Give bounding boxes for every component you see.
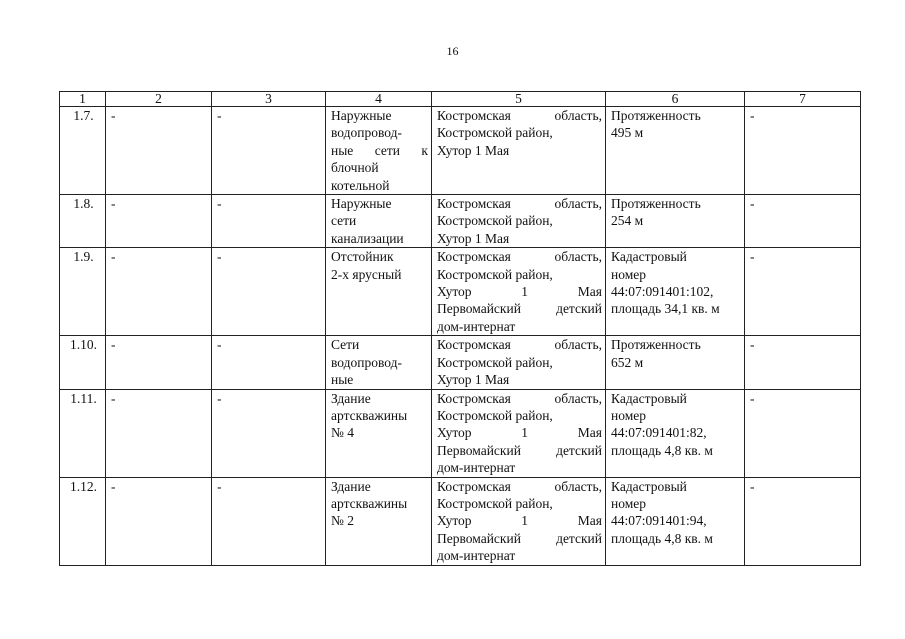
address-cell bbox=[432, 248, 606, 336]
column-3-value: - bbox=[217, 390, 222, 406]
column-7-cell bbox=[745, 107, 861, 195]
address-line: Первомайский детский bbox=[437, 530, 602, 546]
column-7-cell bbox=[745, 389, 861, 477]
column-3-value: - bbox=[217, 108, 222, 123]
column-header: 2 bbox=[106, 92, 212, 107]
info-line: 652 м bbox=[611, 354, 644, 370]
column-3-cell bbox=[212, 195, 326, 248]
column-7-cell bbox=[745, 195, 861, 248]
address-line: дом-интернат bbox=[437, 460, 516, 476]
address-line: Хутор 1 Мая bbox=[437, 513, 602, 529]
column-3-value: - bbox=[217, 249, 222, 265]
row-number: 1.8. bbox=[73, 196, 94, 212]
column-7-cell bbox=[745, 248, 861, 336]
object-name-line: 2-х ярусный bbox=[331, 266, 402, 282]
table-row bbox=[60, 107, 861, 195]
object-name-line: № 2 bbox=[331, 513, 355, 529]
address-line: Костромской район, bbox=[437, 354, 553, 370]
column-7-value: - bbox=[750, 390, 755, 406]
object-name-line: Здание bbox=[331, 478, 371, 494]
object-name-cell bbox=[326, 477, 432, 565]
table-row bbox=[60, 389, 861, 477]
column-2-value: - bbox=[111, 478, 116, 494]
object-name-line: сети bbox=[331, 213, 357, 229]
info-cell bbox=[606, 248, 745, 336]
column-2-cell bbox=[106, 477, 212, 565]
info-line: Кадастровый bbox=[611, 390, 687, 406]
address-line: Костромская область, bbox=[437, 478, 602, 494]
object-name-cell bbox=[326, 248, 432, 336]
row-number-cell bbox=[60, 107, 106, 195]
info-line: 44:07:091401:102, bbox=[611, 284, 714, 300]
column-2-value: - bbox=[111, 196, 116, 212]
column-2-cell bbox=[106, 195, 212, 248]
table-row bbox=[60, 248, 861, 336]
address-line: Первомайский детский bbox=[437, 301, 602, 317]
object-name-line: артскважины bbox=[331, 407, 408, 423]
address-line: Хутор 1 Мая bbox=[437, 284, 602, 300]
info-line: Кадастровый bbox=[611, 478, 687, 494]
address-line: Хутор 1 Мая bbox=[437, 425, 602, 441]
info-line: номер bbox=[611, 495, 647, 511]
column-2-value: - bbox=[111, 108, 116, 123]
info-line: 495 м bbox=[611, 125, 644, 141]
column-3-value: - bbox=[217, 478, 222, 494]
address-line: Костромской район, bbox=[437, 407, 553, 423]
column-header: 4 bbox=[326, 92, 432, 107]
column-2-value: - bbox=[111, 390, 116, 406]
info-line: площадь 4,8 кв. м bbox=[611, 530, 713, 546]
object-name-line: Здание bbox=[331, 390, 371, 406]
column-7-value: - bbox=[750, 478, 755, 494]
address-line: Костромская область, bbox=[437, 337, 602, 353]
info-cell bbox=[606, 107, 745, 195]
address-cell bbox=[432, 477, 606, 565]
address-cell bbox=[432, 389, 606, 477]
column-7-value: - bbox=[750, 108, 755, 123]
column-header: 3 bbox=[212, 92, 326, 107]
address-cell bbox=[432, 195, 606, 248]
row-number: 1.11. bbox=[70, 390, 97, 406]
column-2-cell bbox=[106, 107, 212, 195]
column-3-cell bbox=[212, 477, 326, 565]
object-name-line: канализации bbox=[331, 230, 404, 246]
column-3-value: - bbox=[217, 337, 222, 353]
info-line: Кадастровый bbox=[611, 249, 687, 265]
column-2-value: - bbox=[111, 249, 116, 265]
info-cell bbox=[606, 195, 745, 248]
object-name-line: водопровод- bbox=[331, 125, 402, 141]
column-2-cell bbox=[106, 248, 212, 336]
column-7-value: - bbox=[750, 196, 755, 212]
info-line: Протяженность bbox=[611, 337, 701, 353]
object-name-cell bbox=[326, 389, 432, 477]
info-cell bbox=[606, 389, 745, 477]
info-line: номер bbox=[611, 266, 647, 282]
object-name-line: ные bbox=[331, 372, 354, 388]
address-line: Костромской район, bbox=[437, 266, 553, 282]
column-7-value: - bbox=[750, 337, 755, 353]
table-row bbox=[60, 336, 861, 389]
object-name-line: котельной bbox=[331, 177, 390, 193]
column-7-value: - bbox=[750, 249, 755, 265]
table-row bbox=[60, 477, 861, 565]
object-name-line: Наружные bbox=[331, 108, 392, 123]
info-line: 44:07:091401:82, bbox=[611, 425, 707, 441]
info-line: номер bbox=[611, 407, 647, 423]
row-number-cell bbox=[60, 477, 106, 565]
info-line: площадь 4,8 кв. м bbox=[611, 442, 713, 458]
info-line: Протяженность bbox=[611, 108, 701, 123]
column-3-cell bbox=[212, 336, 326, 389]
info-cell bbox=[606, 477, 745, 565]
object-name-line: Сети bbox=[331, 337, 360, 353]
object-name-line: артскважины bbox=[331, 495, 408, 511]
column-3-cell bbox=[212, 248, 326, 336]
object-name-line: водопровод- bbox=[331, 354, 402, 370]
info-line: площадь 34,1 кв. м bbox=[611, 301, 720, 317]
row-number: 1.9. bbox=[73, 249, 94, 265]
object-name-line: ные сети к bbox=[331, 142, 428, 158]
info-line: Протяженность bbox=[611, 196, 701, 212]
column-7-cell bbox=[745, 336, 861, 389]
address-cell bbox=[432, 107, 606, 195]
object-name-cell bbox=[326, 195, 432, 248]
address-line: Хутор 1 Мая bbox=[437, 230, 510, 246]
row-number: 1.7. bbox=[73, 108, 94, 123]
info-cell bbox=[606, 336, 745, 389]
table-header-row bbox=[60, 92, 861, 107]
row-number-cell bbox=[60, 336, 106, 389]
property-table bbox=[59, 91, 861, 566]
column-7-cell bbox=[745, 477, 861, 565]
info-line: 254 м bbox=[611, 213, 644, 229]
row-number-cell bbox=[60, 195, 106, 248]
object-name-line: Отстойник bbox=[331, 249, 394, 265]
column-header: 6 bbox=[606, 92, 745, 107]
address-line: Костромская область, bbox=[437, 108, 602, 123]
table-body bbox=[60, 107, 861, 566]
address-line: Костромской район, bbox=[437, 125, 553, 141]
column-3-cell bbox=[212, 107, 326, 195]
info-line: 44:07:091401:94, bbox=[611, 513, 707, 529]
page-number: 16 bbox=[446, 44, 459, 58]
table-row bbox=[60, 195, 861, 248]
column-2-cell bbox=[106, 389, 212, 477]
column-2-cell bbox=[106, 336, 212, 389]
address-line: Первомайский детский bbox=[437, 442, 602, 458]
object-name-cell bbox=[326, 107, 432, 195]
row-number: 1.10. bbox=[70, 337, 97, 353]
column-header: 1 bbox=[60, 92, 106, 107]
address-line: Костромская область, bbox=[437, 249, 602, 265]
column-header: 5 bbox=[432, 92, 606, 107]
object-name-cell bbox=[326, 336, 432, 389]
row-number-cell bbox=[60, 389, 106, 477]
object-name-line: Наружные bbox=[331, 196, 392, 212]
address-line: Костромской район, bbox=[437, 495, 553, 511]
address-line: Костромской район, bbox=[437, 213, 553, 229]
object-name-line: № 4 bbox=[331, 425, 355, 441]
column-3-value: - bbox=[217, 196, 222, 212]
address-line: Костромская область, bbox=[437, 196, 602, 212]
row-number-cell bbox=[60, 248, 106, 336]
row-number: 1.12. bbox=[70, 478, 97, 494]
column-header: 7 bbox=[745, 92, 861, 107]
object-name-line: блочной bbox=[331, 160, 379, 176]
address-line: Костромская область, bbox=[437, 390, 602, 406]
column-2-value: - bbox=[111, 337, 116, 353]
address-line: Хутор 1 Мая bbox=[437, 142, 510, 158]
address-cell bbox=[432, 336, 606, 389]
address-line: Хутор 1 Мая bbox=[437, 372, 510, 388]
column-3-cell bbox=[212, 389, 326, 477]
address-line: дом-интернат bbox=[437, 548, 516, 564]
address-line: дом-интернат bbox=[437, 318, 516, 334]
